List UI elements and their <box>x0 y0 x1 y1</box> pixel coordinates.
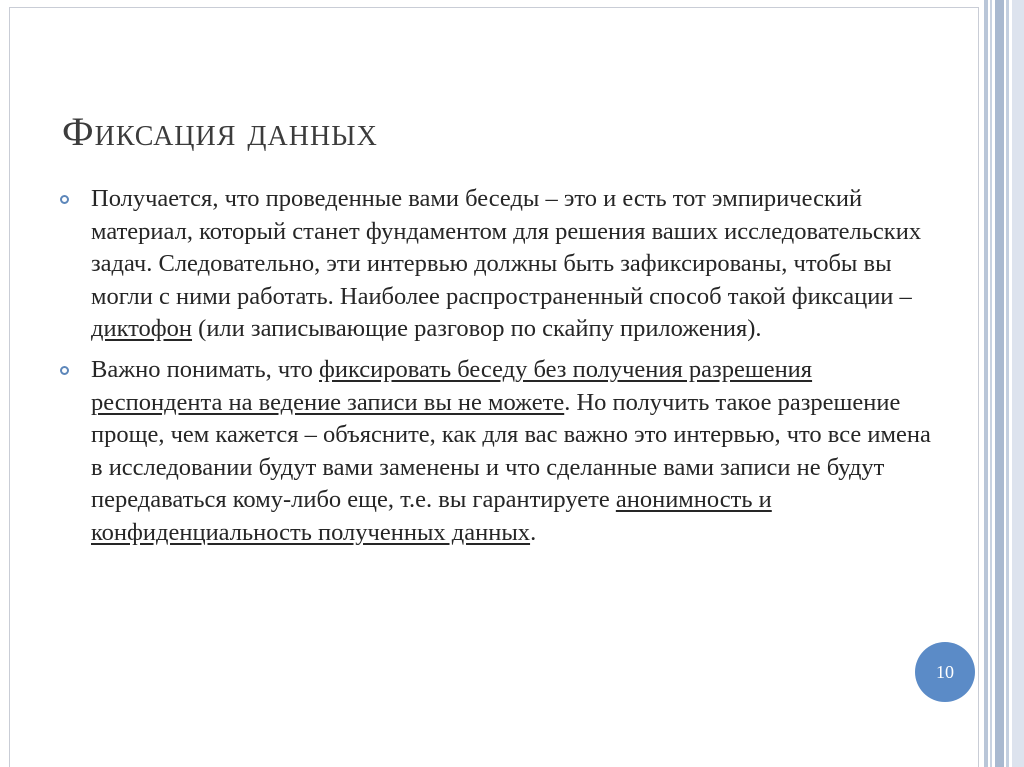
underlined-term: фиксировать беседу без получения разрешения респондента на ведение записи вы не можете <box>91 355 813 416</box>
bullet-text-segment: Получается, что проведенные вами беседы – это и есть тот эмпирический материал, который станет фундаментом для решения ваших исследовательских задач. Следовательно, эти интервью должны быть зафиксированы, чтобы вы могли с ними работать. Наиболее распространенный способ такой фиксации – <box>91 185 922 310</box>
bullet-text-segment: . Но получить такое разрешение проще, чем кажется – объясните, как для вас важно это интервью, что все имена в исследовании будут вами заменены и что сделанные вами записи не будут передаваться кому-либо еще, т.е. вы гарантируете <box>91 388 931 514</box>
stripe <box>1006 0 1009 767</box>
bullet-circle-icon <box>60 195 69 204</box>
bullet-item <box>58 354 938 550</box>
stripe <box>984 0 988 767</box>
decorative-stripes <box>984 0 1024 767</box>
bullet-text-segment: Важно понимать, что <box>91 355 320 383</box>
bullet-text-segment: . <box>530 518 537 546</box>
bullet-circle-icon <box>60 366 69 375</box>
stripe <box>1012 0 1024 767</box>
page-number-badge: 10 <box>915 642 975 702</box>
stripe <box>990 0 992 767</box>
bullet-list <box>58 183 938 558</box>
bullet-item <box>58 183 938 346</box>
underlined-term: диктофон <box>91 315 193 343</box>
underlined-term: анонимность и конфиденциальность полученных данных <box>91 486 772 546</box>
stripe <box>995 0 1004 767</box>
bullet-text-segment: (или записывающие разговор по скайпу приложения). <box>192 315 762 343</box>
slide-title: Фиксация данных <box>62 109 378 154</box>
